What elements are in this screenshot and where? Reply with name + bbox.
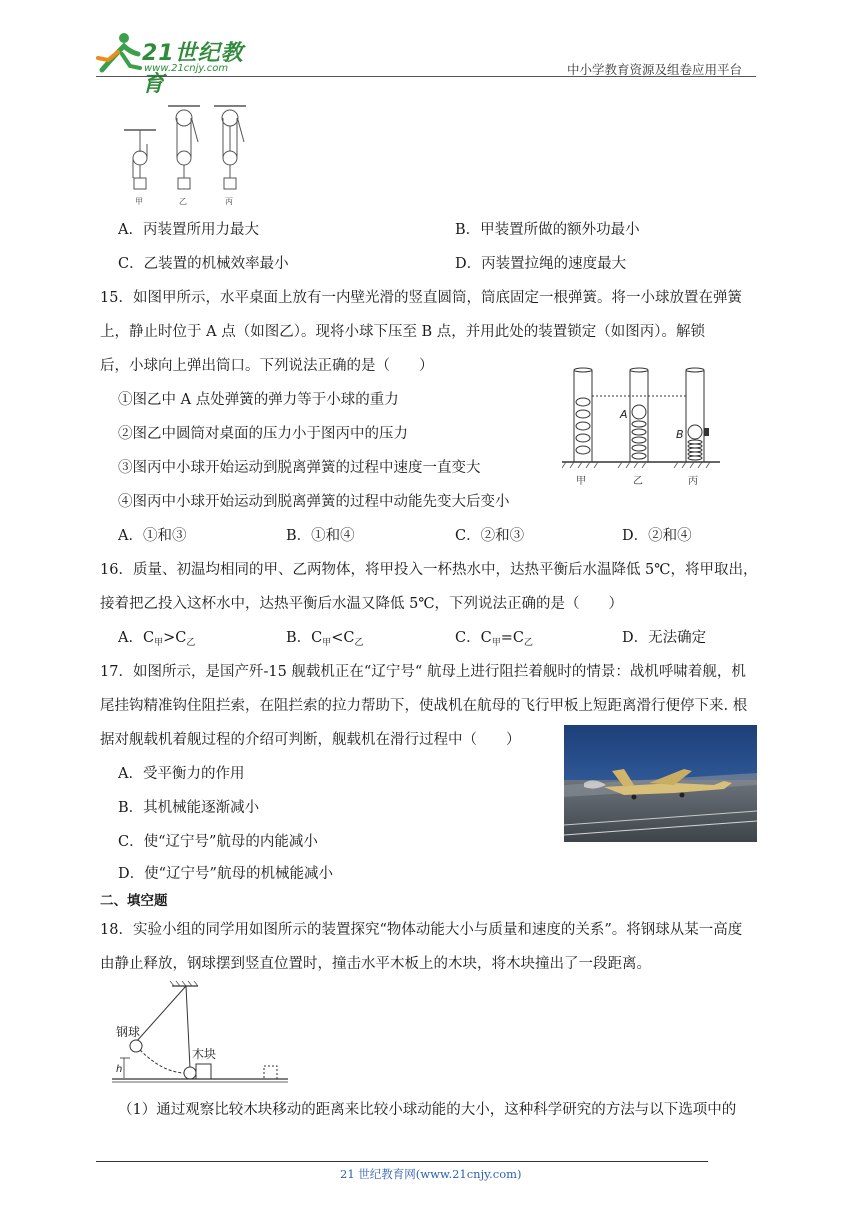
- q16-stem-line2: 接着把乙投入这杯水中，达热平衡后水温又降低 5℃，下列说法正确的是（ ）: [100, 596, 624, 612]
- q14-option-b[interactable]: B．甲装置所做的额外功最小: [455, 222, 640, 238]
- q15-stem-line1: 15．如图甲所示，水平桌面上放有一内壁光滑的竖直圆筒，筒底固定一根弹簧。将一小球放置在弹簧: [100, 290, 742, 306]
- q17-option-d[interactable]: D．使“辽宁号”航母的机械能减小: [118, 866, 333, 882]
- header-logo: [94, 30, 264, 97]
- q18-stem-line1: 18．实验小组的同学用如图所示的装置探究“物体动能大小与质量和速度的关系”。将钢球从某一高度: [100, 922, 743, 938]
- q16-option-b[interactable]: B．$C_甲<C_乙$: [286, 630, 364, 648]
- logo-url: www.21cnjy.com: [144, 63, 229, 74]
- footer-text[interactable]: 21 世纪教育网(www.21cnjy.com): [340, 1167, 522, 1181]
- q16-option-d[interactable]: D．无法确定: [622, 630, 707, 646]
- q14-label-jia: 甲: [135, 197, 143, 206]
- section-title-fill-blank: 二、填空题: [100, 893, 168, 909]
- header-divider: [96, 76, 756, 77]
- q18-label-ball: 钢球: [116, 1025, 141, 1039]
- q15-point-a: A: [620, 408, 628, 421]
- q14-option-c[interactable]: C．乙装置的机械效率最小: [118, 256, 289, 272]
- q16-option-a[interactable]: A．$C_甲>C_乙$: [118, 630, 196, 648]
- q15-statement-4: ④图丙中小球开始运动到脱离弹簧的过程中动能先变大后变小: [118, 494, 510, 510]
- q15-option-d[interactable]: D．②和④: [622, 528, 692, 544]
- q15-option-a[interactable]: A．①和③: [118, 528, 187, 544]
- q15-point-b: B: [676, 428, 684, 441]
- logo-title: 21世纪教育: [142, 41, 244, 97]
- q15-statement-3: ③图丙中小球开始运动到脱离弹簧的过程中速度一直变大: [118, 460, 481, 476]
- q15-label-yi: 乙: [633, 476, 643, 487]
- q17-option-c[interactable]: C．使“辽宁号”航母的内能减小: [118, 834, 318, 850]
- q15-statement-1: ①图乙中 A 点处弹簧的弹力等于小球的重力: [118, 392, 399, 408]
- q14-label-bing: 丙: [225, 197, 233, 206]
- q15-spring-figure: [562, 366, 722, 496]
- q15-label-bing: 丙: [688, 476, 698, 487]
- q15-statement-2: ②图乙中圆筒对桌面的压力小于图丙中的压力: [118, 426, 408, 442]
- q18-pendulum-figure: [112, 980, 292, 1086]
- q15-stem-line2: 上，静止时位于 A 点（如图乙）。现将小球下压至 B 点，并用此处的装置锁定（如图丙）。解锁: [100, 324, 706, 340]
- q17-option-b[interactable]: B．其机械能逐渐减小: [118, 800, 260, 816]
- header-right-text: 中小学教育资源及组卷应用平台: [567, 62, 743, 77]
- q14-label-yi: 乙: [179, 197, 187, 206]
- q16-stem-line1: 16．质量、初温均相同的甲、乙两物体，将甲投入一杯热水中，达热平衡后水温降低 5℃，将甲取出，: [100, 562, 758, 578]
- q15-label-jia: 甲: [576, 476, 586, 487]
- q15-option-b[interactable]: B．①和④: [286, 528, 355, 544]
- q15-stem-line3: 后，小球向上弹出筒口。下列说法正确的是（ ）: [100, 358, 434, 374]
- q14-option-a[interactable]: A．丙装置所用力最大: [118, 222, 259, 238]
- q18-label-h: h: [116, 1064, 123, 1075]
- q18-stem-line2: 由静止释放，钢球摆到竖直位置时，撞击水平木板上的木块，将木块撞出了一段距离。: [100, 956, 651, 972]
- q17-stem-line2: 尾挂钩精准钩住阻拦索，在阻拦索的拉力帮助下，使战机在航母的飞行甲板上短距离滑行便停下来. 根: [100, 698, 748, 714]
- q17-stem-line3: 据对舰载机着舰过程的介绍可判断，舰载机在滑行过程中（ ）: [100, 732, 521, 748]
- q17-stem-line1: 17．如图所示，是国产歼-15 舰载机正在“辽宁号“ 航母上进行阻拦着舰时的情景：战机呼啸着舰，机: [100, 664, 746, 680]
- footer-divider: [96, 1161, 708, 1162]
- q17-option-a[interactable]: A．受平衡力的作用: [118, 766, 245, 782]
- q18-label-block: 木块: [192, 1047, 217, 1061]
- runner-logo-icon: [94, 30, 144, 74]
- q15-option-c[interactable]: C．②和③: [455, 528, 525, 544]
- q14-pulley-figure: [120, 100, 255, 210]
- q18-subquestion-1: （1）通过观察比较木块移动的距离来比较小球动能的大小，这种科学研究的方法与以下选项中的: [118, 1102, 737, 1118]
- carrier-jet-photo: [564, 725, 757, 842]
- q16-option-c[interactable]: C．$C_甲=C_乙$: [455, 630, 533, 648]
- q14-option-d[interactable]: D．丙装置拉绳的速度最大: [455, 256, 627, 272]
